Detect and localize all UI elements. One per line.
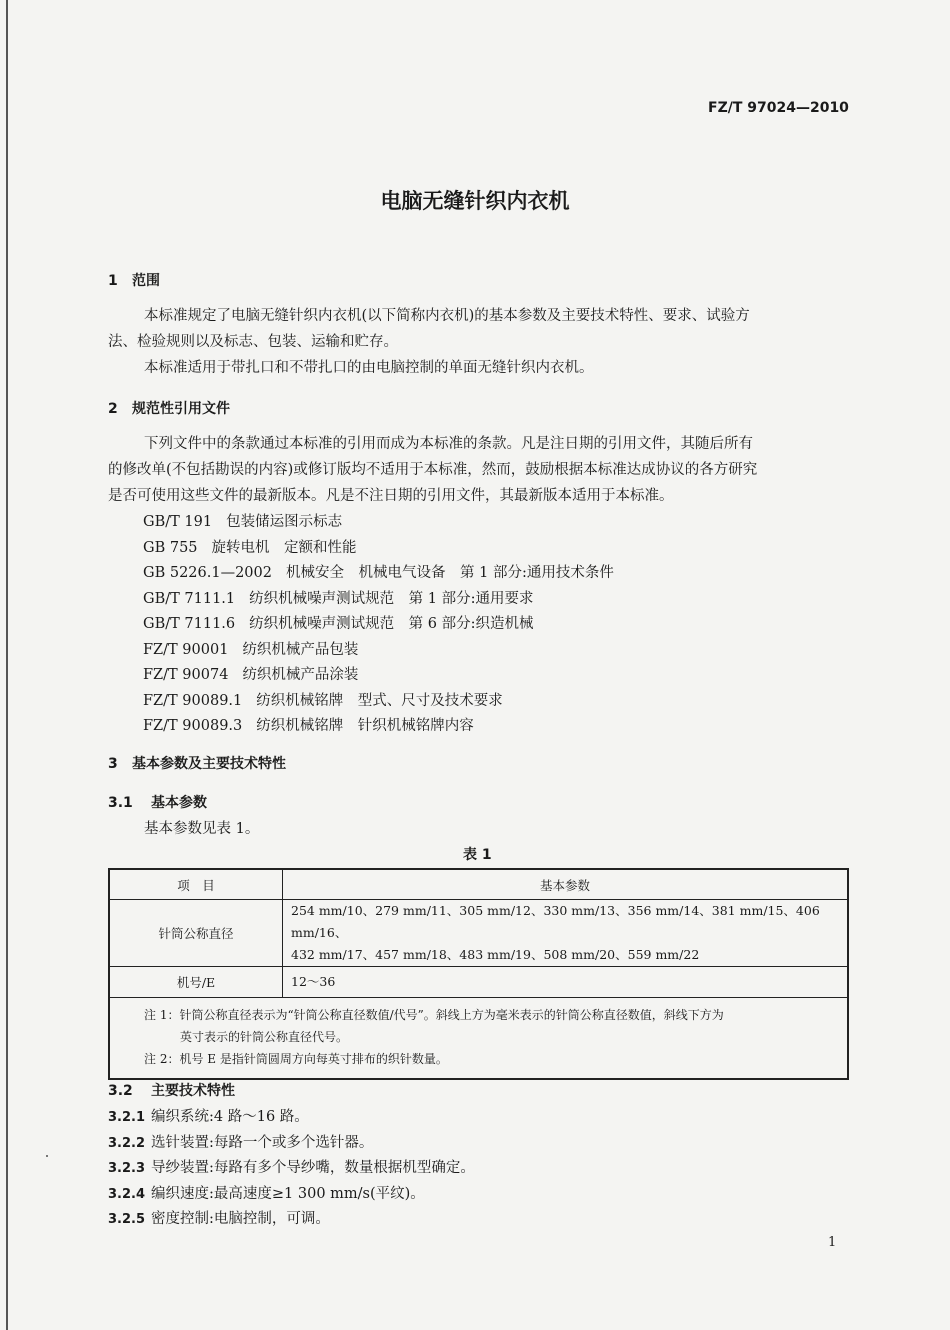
- paragraph: 基本参数见表 1。: [144, 821, 260, 837]
- note-1-line: 英寸表示的针筒公称直径代号。: [180, 1030, 349, 1044]
- table-caption: 表 1: [463, 847, 492, 863]
- table-row: [109, 967, 848, 998]
- reference-item: [143, 561, 614, 582]
- spec-text: 编织速度:最高速度≥1 300 mm/s(平纹)。: [151, 1186, 425, 1202]
- subsection-title: 基本参数: [151, 795, 207, 811]
- subsection-3-2-heading: [108, 1080, 235, 1100]
- spec-number: 3.2.4: [108, 1187, 146, 1202]
- section-1-heading: [108, 270, 160, 290]
- reference-title: 纺织机械噪声测试规范 第 1 部分:通用要求: [249, 591, 534, 607]
- reference-code: GB/T 7111.1: [143, 591, 236, 607]
- reference-item: [143, 663, 358, 684]
- spec-text: 编织系统:4 路～16 路。: [151, 1109, 309, 1125]
- paragraph-line: 是否可使用这些文件的最新版本。凡是不注日期的引用文件，其最新版本适用于本标准。: [108, 488, 674, 504]
- reference-code: GB/T 191: [143, 514, 213, 530]
- section-title: 基本参数及主要技术特性: [132, 756, 286, 772]
- value-line: 432 mm/17、457 mm/18、483 mm/19、508 mm/20、559 mm/22: [291, 947, 700, 962]
- spec-number: 3.2.1: [108, 1110, 146, 1125]
- reference-code: FZ/T 90001: [143, 642, 229, 658]
- reference-title: 纺织机械铭牌 针织机械铭牌内容: [256, 718, 474, 734]
- spec-text: 导纱装置:每路有多个导纱嘴，数量根据机型确定。: [151, 1160, 475, 1176]
- section-number: 1: [108, 273, 118, 289]
- reference-item: [143, 714, 474, 735]
- reference-title: 纺织机械噪声测试规范 第 6 部分:织造机械: [249, 616, 534, 632]
- reference-title: 旋转电机 定额和性能: [211, 540, 357, 556]
- value-line: 254 mm/10、279 mm/11、305 mm/12、330 mm/13、356 mm/14、381 mm/15、406 mm/16、: [291, 903, 820, 940]
- reference-title: 机械安全 机械电气设备 第 1 部分:通用技术条件: [286, 565, 614, 581]
- section-title: 规范性引用文件: [132, 401, 230, 417]
- paragraph: 本标准适用于带扎口和不带扎口的由电脑控制的单面无缝针织内衣机。: [144, 360, 594, 376]
- paragraph-line: 法、检验规则以及标志、包装、运输和贮存。: [108, 334, 398, 350]
- row-label-gauge: 机号/E: [109, 967, 283, 998]
- spec-number: 3.2.3: [108, 1161, 146, 1176]
- paragraph-line: 的修改单(不包括勘误的内容)或修订版均不适用于本标准，然而，鼓励根据本标准达成协议的各方研究: [108, 462, 758, 478]
- paragraph-line: 下列文件中的条款通过本标准的引用而成为本标准的条款。凡是注日期的引用文件，其随后所有: [144, 436, 753, 452]
- reference-code: FZ/T 90089.1: [143, 693, 243, 709]
- spec-text: 密度控制:电脑控制，可调。: [151, 1211, 330, 1227]
- spec-item: [108, 1207, 330, 1228]
- note-2: 注 2：机号 E 是指针筒圆周方向每英寸排布的织针数量。: [144, 1052, 448, 1066]
- parameters-table: [108, 868, 849, 1080]
- spec-item: [108, 1156, 475, 1177]
- section-number: 3: [108, 756, 118, 772]
- section-2-heading: [108, 398, 230, 418]
- reference-code: GB/T 7111.6: [143, 616, 236, 632]
- table-notes: [109, 998, 848, 1080]
- subsection-number: 3.2: [108, 1083, 133, 1099]
- subsection-number: 3.1: [108, 795, 133, 811]
- reference-code: GB 5226.1—2002: [143, 565, 272, 581]
- standard-code: FZ/T 97024—2010: [708, 100, 849, 116]
- table-header-row: [109, 869, 848, 900]
- reference-title: 纺织机械产品包装: [242, 642, 359, 658]
- spec-item: [108, 1131, 373, 1152]
- spec-number: 3.2.2: [108, 1136, 146, 1151]
- reference-item: [143, 587, 533, 608]
- paragraph-line: 本标准规定了电脑无缝针织内衣机(以下简称内衣机)的基本参数及主要技术特性、要求、试验方: [144, 308, 750, 324]
- section-title: 范围: [132, 273, 160, 289]
- row-label-cylinder-diameter: 针筒公称直径: [109, 900, 283, 967]
- reference-title: 包装储运图示标志: [226, 514, 343, 530]
- subsection-3-1-heading: [108, 792, 207, 812]
- reference-title: 纺织机械产品涂装: [242, 667, 359, 683]
- spec-text: 选针装置:每路一个或多个选针器。: [151, 1135, 374, 1151]
- reference-title: 纺织机械铭牌 型式、尺寸及技术要求: [256, 693, 503, 709]
- scan-speck: [46, 1155, 48, 1157]
- page-title: 电脑无缝针织内衣机: [380, 189, 570, 213]
- reference-item: [143, 689, 503, 710]
- spec-number: 3.2.5: [108, 1212, 146, 1227]
- row-value-gauge: 12～36: [283, 967, 849, 998]
- reference-item: [143, 510, 342, 531]
- column-header-parameters: 基本参数: [283, 869, 849, 900]
- reference-item: [143, 536, 357, 557]
- column-header-item: 项 目: [109, 869, 283, 900]
- section-number: 2: [108, 401, 118, 417]
- reference-code: FZ/T 90074: [143, 667, 229, 683]
- table-row: [109, 900, 848, 967]
- spec-item: [108, 1182, 425, 1203]
- note-1-line: 注 1：针筒公称直径表示为“针筒公称直径数值/代号”。斜线上方为毫米表示的针筒公称直径数值，斜线下方为: [144, 1008, 724, 1022]
- subsection-title: 主要技术特性: [151, 1083, 235, 1099]
- reference-item: [143, 612, 533, 633]
- reference-code: GB 755: [143, 540, 198, 556]
- spec-item: [108, 1105, 309, 1126]
- page-number: 1: [828, 1235, 837, 1250]
- row-value-cylinder-diameter: [283, 900, 849, 967]
- section-3-heading: [108, 753, 286, 773]
- reference-code: FZ/T 90089.3: [143, 718, 243, 734]
- table-notes-row: [109, 998, 848, 1080]
- reference-item: [143, 638, 358, 659]
